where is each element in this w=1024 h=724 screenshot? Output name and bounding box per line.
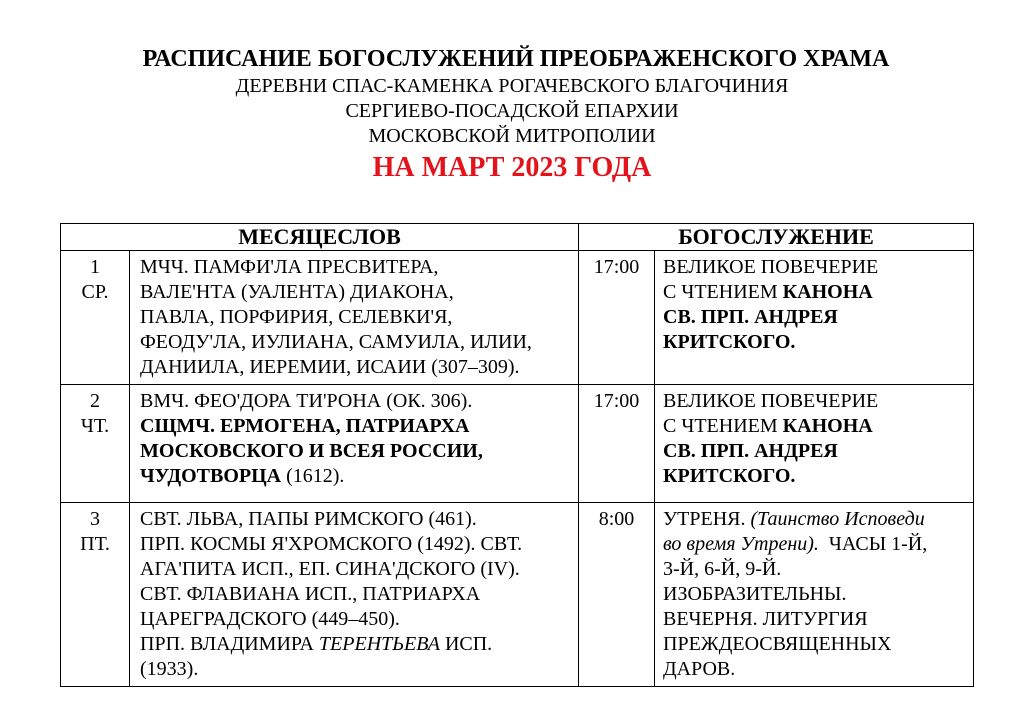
saints-line: ДАНИИЛА, ИЕРЕМИИ, ИСАИИ (307–309). (140, 356, 520, 378)
service-line: ИЗОБРАЗИТЕЛЬНЫ. (663, 583, 847, 605)
saints-text: ИСП. (439, 633, 493, 655)
service-text-bold: КАНОНА (782, 281, 873, 303)
service-line: 3-Й, 6-Й, 9-Й. (663, 558, 782, 580)
saints-line: МЧЧ. ПАМФИ'ЛА ПРЕСВИТЕРА, (140, 256, 439, 278)
day-cell (61, 251, 130, 385)
service-line: ВЕЛИКОЕ ПОВЕЧЕРИЕ (663, 256, 879, 278)
saints-line: СВТ. ФЛАВИАНА ИСП., ПАТРИАРХА (140, 583, 481, 605)
schedule-period: НА МАРТ 2023 ГОДА (372, 152, 652, 183)
saints-text: ПРП. ВЛАДИМИРА (140, 633, 319, 655)
service-text-bold: КАНОНА (782, 415, 873, 437)
saints-line (140, 632, 574, 657)
day-cell (61, 503, 130, 687)
day-cell (61, 385, 130, 503)
table-row (61, 385, 974, 503)
service-text: ЧАСЫ 1-Й, (818, 533, 928, 555)
service-line-bold: СВ. ПРП. АНДРЕЯ (663, 306, 838, 328)
weekday: ЧТ. (80, 415, 110, 437)
saints-line: АГА'ПИТА ИСП., ЕП. СИНА'ДСКОГО (IV). (140, 558, 520, 580)
service-cell (655, 251, 974, 385)
schedule-table (60, 223, 974, 687)
service-line (663, 414, 969, 439)
service-time: 8:00 (579, 503, 655, 687)
day-number: 2 (90, 390, 100, 412)
table-row (61, 251, 974, 385)
saints-text-italic: ТЕРЕНТЬЕВА (318, 633, 440, 655)
saints-line: ВАЛЕ'НТА (УАЛЕНТА) ДИАКОНА, (140, 281, 454, 303)
saints-line: СВТ. ЛЬВА, ПАПЫ РИМСКОГО (461). (140, 508, 477, 530)
saints-line (140, 464, 574, 489)
column-header-service: БОГОСЛУЖЕНИЕ (579, 224, 974, 251)
service-line: ПРЕЖДЕОСВЯЩЕННЫХ (663, 633, 892, 655)
weekday: ПТ. (80, 533, 110, 555)
service-time: 17:00 (579, 385, 655, 503)
subtitle-line-2: СЕРГИЕВО-ПОСАДСКОЙ ЕПАРХИИ (345, 100, 679, 122)
service-cell (655, 385, 974, 503)
day-number: 1 (90, 256, 100, 278)
saints-line: ФЕОДУ'ЛА, ИУЛИАНА, САМУИЛА, ИЛИИ, (140, 331, 532, 353)
service-line-bold: КРИТСКОГО. (663, 331, 796, 353)
saints-cell (130, 251, 579, 385)
weekday: СР. (81, 281, 109, 303)
service-text-italic: (Таинство Исповеди (750, 508, 925, 530)
service-line (663, 507, 969, 532)
service-line: ДАРОВ. (663, 658, 736, 680)
saints-line: ЦАРЕГРАДСКОГО (449–450). (140, 608, 400, 630)
service-line (663, 280, 969, 305)
saints-line: (1933). (140, 658, 199, 680)
service-line: ВЕЛИКОЕ ПОВЕЧЕРИЕ (663, 390, 879, 412)
service-line (663, 532, 969, 557)
column-header-calendar: МЕСЯЦЕСЛОВ (61, 224, 579, 251)
saints-line: ВМЧ. ФЕО'ДОРА ТИ'РОНА (ОК. 306). (140, 390, 473, 412)
saints-line: ПАВЛА, ПОРФИРИЯ, СЕЛЕВКИ'Я, (140, 306, 453, 328)
service-text: УТРЕНЯ. (663, 508, 751, 530)
saints-text-bold: ЧУДОТВОРЦА (140, 465, 282, 487)
saints-cell (130, 503, 579, 687)
page-title: РАСПИСАНИЕ БОГОСЛУЖЕНИЙ ПРЕОБРАЖЕНСКОГО ХРАМА (142, 46, 890, 72)
saints-cell (130, 385, 579, 503)
service-line-bold: СВ. ПРП. АНДРЕЯ (663, 440, 838, 462)
service-cell (655, 503, 974, 687)
subtitle-line-3: МОСКОВСКОЙ МИТРОПОЛИИ (368, 125, 656, 147)
table-header-row (61, 224, 974, 251)
service-text: С ЧТЕНИЕМ (663, 281, 783, 303)
service-time: 17:00 (579, 251, 655, 385)
day-number: 3 (90, 508, 100, 530)
saints-line: ПРП. КОСМЫ Я'ХРОМСКОГО (1492). СВТ. (140, 533, 523, 555)
saints-year: (1612). (281, 465, 345, 487)
service-line: ВЕЧЕРНЯ. ЛИТУРГИЯ (663, 608, 868, 630)
service-text-italic: во время Утрени). (663, 533, 819, 555)
service-line-bold: КРИТСКОГО. (663, 465, 796, 487)
table-row (61, 503, 974, 687)
subtitle-line-1: ДЕРЕВНИ СПАС-КАМЕНКА РОГАЧЕВСКОГО БЛАГОЧИНИЯ (235, 75, 789, 97)
saints-line-bold: СЩМЧ. ЕРМОГЕНА, ПАТРИАРХА (140, 415, 470, 437)
page-header (0, 44, 1024, 188)
saints-line-bold: МОСКОВСКОГО И ВСЕЯ РОССИИ, (140, 440, 483, 462)
service-text: С ЧТЕНИЕМ (663, 415, 783, 437)
